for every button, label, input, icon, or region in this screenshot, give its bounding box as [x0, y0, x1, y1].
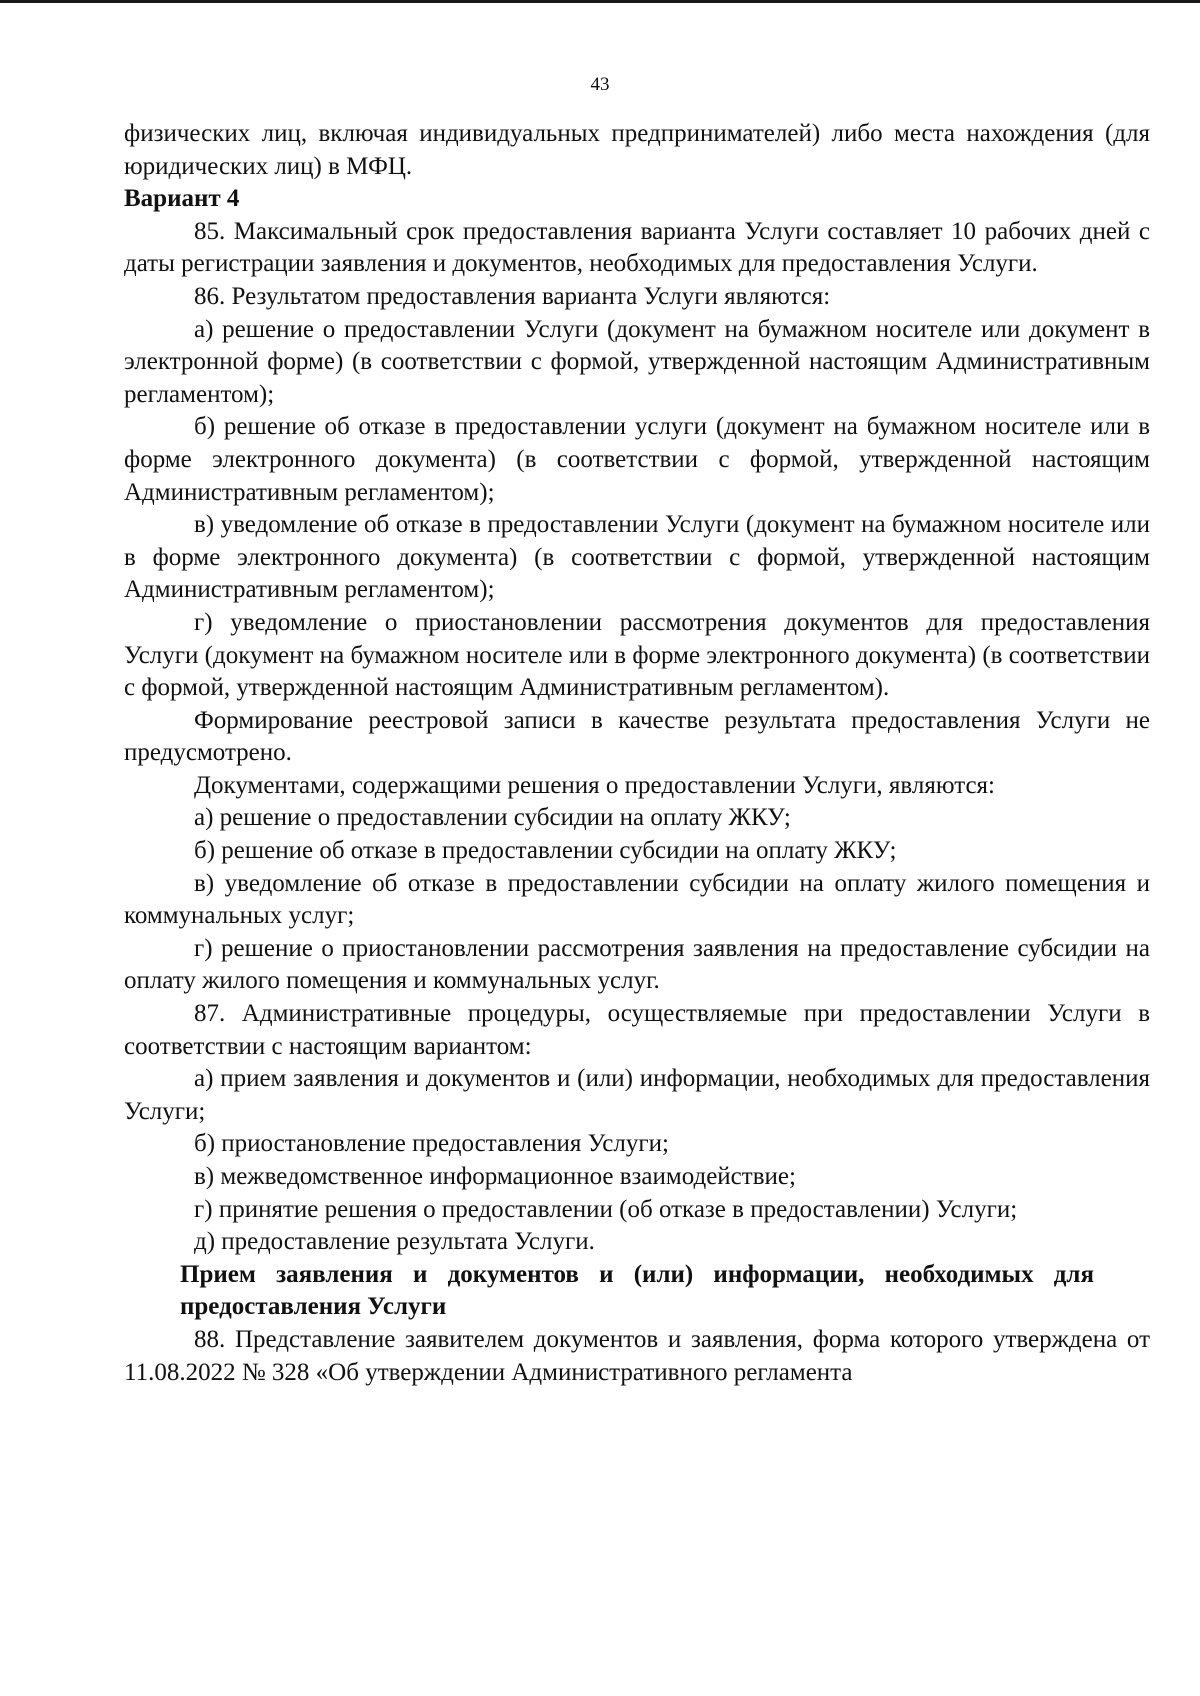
paragraph-87-item-a: а) прием заявления и документов и (или) информации, необходимых для предоставления Услуги;: [124, 1065, 1150, 1125]
paragraph-88: 88. Представление заявителем документов и заявления, форма которого утверждена от 11.08.2022 № 328 «Об утверждении Административного регламента: [124, 1325, 1150, 1386]
section-heading: Вариант 4: [124, 185, 240, 213]
paragraph-87: 87. Административные процедуры, осуществляемые при предоставлении Услуги в соответствии с настоящим вариантом:: [124, 1000, 1150, 1060]
paragraph-86-item-a: а) решение о предоставлении Услуги (документ на бумажном носителе или документ в электронной форме) (в соответствии с формой, утвержденной настоящим Административным регламентом);: [124, 315, 1150, 408]
decision-item-b: б) решение об отказе в предоставлении субсидии на оплату ЖКУ;: [194, 837, 897, 865]
top-border-line: [0, 0, 1200, 3]
page-number: 43: [590, 74, 610, 95]
paragraph-87-item-b: б) приостановление предоставления Услуги;: [194, 1130, 669, 1158]
decision-item-a: а) решение о предоставлении субсидии на оплату ЖКУ;: [194, 804, 791, 832]
decision-documents-paragraph: Документами, содержащими решения о предоставлении Услуги, являются:: [194, 771, 995, 799]
paragraph-86-item-g: г) уведомление о приостановлении рассмотрения документов для предоставления Услуги (документ на бумажном носителе или в форме электронного документа) (в соответствии с формой, утвержденной настоящим Административным регламентом).: [124, 608, 1150, 702]
paragraph-87-item-d: д) предоставление результата Услуги.: [194, 1228, 595, 1256]
paragraph-85: 85. Максимальный срок предоставления варианта Услуги составляет 10 рабочих дней с даты регистрации заявления и документов, необходимых для предоставления Услуги.: [124, 217, 1150, 278]
registry-record-paragraph: Формирование реестровой записи в качестве результата предоставления Услуги не предусмотрено.: [124, 706, 1150, 767]
page-content: [124, 118, 1150, 1389]
intro-paragraph: физических лиц, включая индивидуальных предпринимателей) либо места нахождения (для юридических лиц) в МФЦ.: [124, 120, 1150, 180]
paragraph-86-item-v: в) уведомление об отказе в предоставлении Услуги (документ на бумажном носителе или в форме электронного документа) (в соответствии с формой, утвержденной настоящим Административным регламентом);: [124, 511, 1150, 604]
decision-item-g: г) решение о приостановлении рассмотрения заявления на предоставление субсидии на оплату жилого помещения и коммунальных услуг.: [124, 934, 1150, 995]
paragraph-86: 86. Результатом предоставления варианта Услуги являются:: [194, 282, 831, 310]
paragraph-86-item-b: б) решение об отказе в предоставлении услуги (документ на бумажном носителе или в форме электронного документа) (в соответствии с формой, утвержденной настоящим Административным регламентом);: [124, 413, 1150, 506]
decision-item-v: в) уведомление об отказе в предоставлении субсидии на оплату жилого помещения и коммунальных услуг;: [124, 869, 1150, 930]
subsection-heading: Прием заявления и документов и (или) информации, необходимых для предоставления Услуги: [180, 1260, 1094, 1321]
paragraph-87-item-g: г) принятие решения о предоставлении (об отказе в предоставлении) Услуги;: [194, 1195, 1018, 1223]
paragraph-87-item-v: в) межведомственное информационное взаимодействие;: [194, 1163, 796, 1190]
